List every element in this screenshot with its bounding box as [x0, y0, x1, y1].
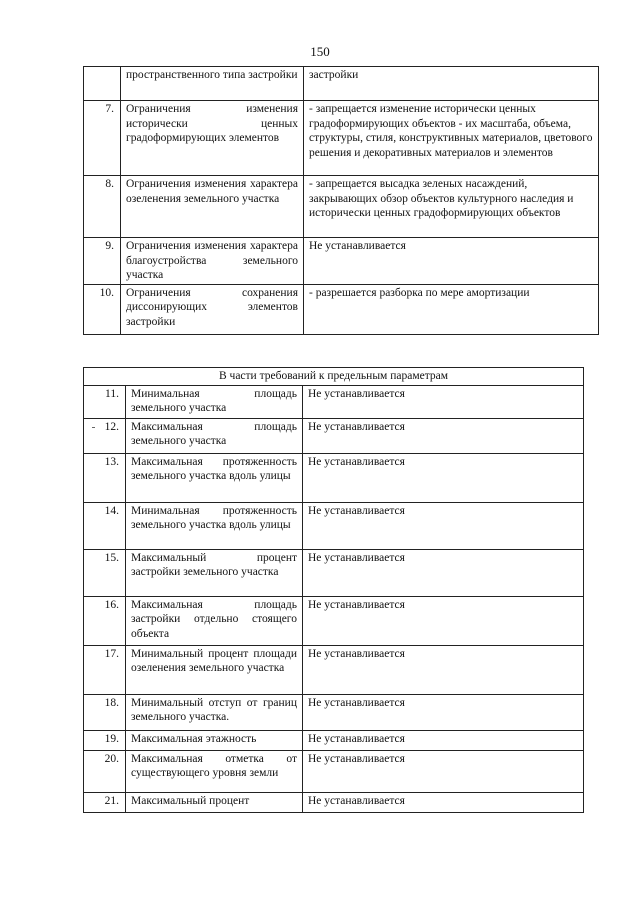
- parameter-name: Максимальный процент: [126, 792, 303, 812]
- table-row: [84, 176, 599, 238]
- row-number: 14.: [84, 502, 126, 549]
- table-row: [84, 67, 599, 101]
- parameter-value: - запрещается изменение исторически ценных градоформирующих объектов - их масштаба, объема, структуры, стиля, конструктивных материалов, цветового решения и декоративных материалов и элементов: [304, 101, 599, 176]
- row-number: 12.: [84, 418, 126, 453]
- table-row: [84, 694, 584, 730]
- parameter-name: Максимальная этажность: [126, 730, 303, 750]
- restrictions-table: [83, 66, 599, 335]
- parameter-value: Не устанавливается: [303, 792, 584, 812]
- row-number: 7.: [84, 101, 121, 176]
- row-number: 21.: [84, 792, 126, 812]
- parameters-table-body: [84, 368, 584, 813]
- section-header-row: [84, 368, 584, 386]
- section-header: В части требований к предельным параметрам: [84, 368, 584, 386]
- table-row: [84, 418, 584, 453]
- parameter-value: Не устанавливается: [303, 750, 584, 792]
- parameter-value: Не устанавливается: [303, 418, 584, 453]
- row-number: 9.: [84, 238, 121, 285]
- parameter-value: Не устанавливается: [303, 645, 584, 694]
- parameter-value: Не устанавливается: [303, 385, 584, 418]
- row-number: 16.: [84, 596, 126, 645]
- table-row: [84, 750, 584, 792]
- table-row: [84, 730, 584, 750]
- parameter-value: Не устанавливается: [303, 549, 584, 596]
- table-row: [84, 101, 599, 176]
- parameter-value: Не устанавливается: [303, 730, 584, 750]
- parameter-value: Не устанавливается: [303, 502, 584, 549]
- parameter-name: Минимальный отступ от границ земельного участка.: [126, 694, 303, 730]
- row-number: 13.: [84, 453, 126, 502]
- table-row: [84, 453, 584, 502]
- parameter-value: - разрешается разборка по мере амортизации: [304, 284, 599, 334]
- table-row: [84, 502, 584, 549]
- page-number: 150: [310, 44, 330, 59]
- table-row: [84, 284, 599, 334]
- parameter-name: Ограничения изменения характера озеленения земельного участка: [121, 176, 304, 238]
- parameter-name: пространственного типа застройки: [121, 67, 304, 101]
- row-number: 19.: [84, 730, 126, 750]
- parameter-value: Не устанавливается: [303, 596, 584, 645]
- parameter-name: Максимальный процент застройки земельного участка: [126, 549, 303, 596]
- parameter-name: Минимальная площадь земельного участка: [126, 385, 303, 418]
- row-number: 17.: [84, 645, 126, 694]
- parameter-value: Не устанавливается: [303, 453, 584, 502]
- row-number: 15.: [84, 549, 126, 596]
- parameter-name: Минимальный процент площади озеленения земельного участка: [126, 645, 303, 694]
- table-row: [84, 549, 584, 596]
- table-row: [84, 645, 584, 694]
- row-number: 18.: [84, 694, 126, 730]
- parameter-value: - запрещается высадка зеленых насаждений, закрывающих обзор объектов культурного наследия и исторически ценных градоформирующих объектов: [304, 176, 599, 238]
- table-row: [84, 792, 584, 812]
- parameter-value: Не устанавливается: [303, 694, 584, 730]
- table-row: [84, 596, 584, 645]
- parameter-name: Максимальная отметка от существующего уровня земли: [126, 750, 303, 792]
- parameter-name: Ограничения сохранения диссонирующих элементов застройки: [121, 284, 304, 334]
- table-row: [84, 238, 599, 285]
- row-number: 11.: [84, 385, 126, 418]
- row-number: 8.: [84, 176, 121, 238]
- parameter-name: Максимальная протяженность земельного участка вдоль улицы: [126, 453, 303, 502]
- restrictions-table-body: [84, 67, 599, 335]
- parameters-table: [83, 367, 584, 813]
- parameter-name: Минимальная протяженность земельного участка вдоль улицы: [126, 502, 303, 549]
- row-number: [84, 67, 121, 101]
- parameter-name: Максимальная площадь застройки отдельно стоящего объекта: [126, 596, 303, 645]
- parameter-name: Ограничения изменения характера благоустройства земельного участка: [121, 238, 304, 285]
- parameter-name: Ограничения изменения исторически ценных градоформирующих элементов: [121, 101, 304, 176]
- row-number: 20.: [84, 750, 126, 792]
- table-row: [84, 385, 584, 418]
- parameter-value: Не устанавливается: [304, 238, 599, 285]
- parameter-value: застройки: [304, 67, 599, 101]
- parameter-name: Максимальная площадь земельного участка: [126, 418, 303, 453]
- row-number: 10.: [84, 284, 121, 334]
